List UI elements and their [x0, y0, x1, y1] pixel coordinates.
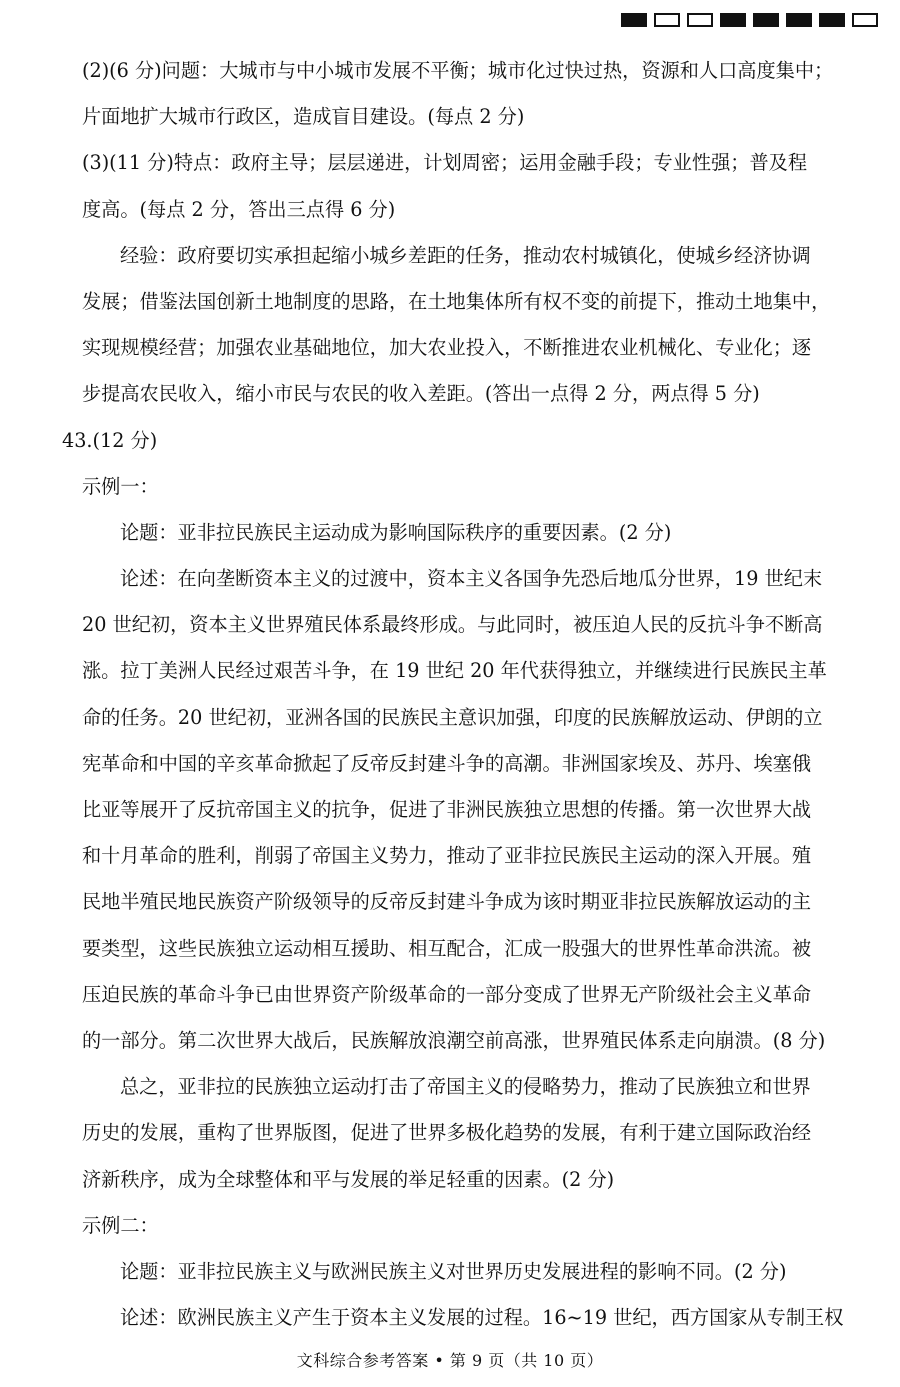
text-line: 论述：在向垄断资本主义的过渡中，资本主义各国争先恐后地瓜分世界，19 世纪末 [120, 567, 823, 591]
question-number: 43.(12 分) [62, 428, 158, 452]
text-line: 论题：亚非拉民族民主运动成为影响国际秩序的重要因素。(2 分) [120, 520, 672, 544]
filled-square-mark [753, 13, 779, 27]
filled-square-mark [786, 13, 812, 27]
text-line: 涨。拉丁美洲人民经过艰苦斗争，在 19 世纪 20 年代获得独立，并继续进行民族民主革 [82, 659, 827, 683]
empty-square-mark [852, 13, 878, 27]
text-line: 民地半殖民地民族资产阶级领导的反帝反封建斗争成为该时期亚非拉民族解放运动的主 [82, 890, 812, 914]
text-line: 度高。(每点 2 分，答出三点得 6 分) [82, 197, 396, 221]
empty-square-mark [687, 13, 713, 27]
text-line: (3)(11 分)特点：政府主导；层层递进，计划周密；运用金融手段；专业性强；普及程 [82, 151, 808, 175]
empty-square-mark [654, 13, 680, 27]
text-line: 论题：亚非拉民族主义与欧洲民族主义对世界历史发展进程的影响不同。(2 分) [120, 1259, 787, 1283]
text-line: 历史的发展，重构了世界版图，促进了世界多极化趋势的发展，有利于建立国际政治经 [82, 1121, 812, 1145]
text-line: 宪革命和中国的辛亥革命掀起了反帝反封建斗争的高潮。非洲国家埃及、苏丹、埃塞俄 [82, 751, 812, 775]
text-line: 示例一： [82, 474, 159, 498]
text-line: 20 世纪初，资本主义世界殖民体系最终形成。与此同时，被压迫人民的反抗斗争不断高 [82, 613, 823, 637]
text-line: 压迫民族的革命斗争已由世界资产阶级革命的一部分变成了世界无产阶级社会主义革命 [82, 982, 812, 1006]
text-line: 示例二： [82, 1213, 159, 1237]
page-footer: 文科综合参考答案 • 第 9 页（共 10 页） [296, 1351, 604, 1370]
text-line: 比亚等展开了反抗帝国主义的抗争，促进了非洲民族独立思想的传播。第一次世界大战 [82, 798, 812, 821]
filled-square-mark [621, 13, 647, 27]
filled-square-mark [720, 13, 746, 27]
text-line: 发展；借鉴法国创新土地制度的思路，在土地集体所有权不变的前提下，推动土地集中， [82, 289, 831, 313]
answer-body [62, 48, 882, 1341]
text-line: 要类型，这些民族独立运动相互援助、相互配合，汇成一股强大的世界性革命洪流。被 [82, 936, 812, 960]
text-line: 片面地扩大城市行政区，造成盲目建设。(每点 2 分) [82, 105, 525, 129]
text-line: 实现规模经营；加强农业基础地位，加大农业投入，不断推进农业机械化、专业化；逐 [82, 336, 812, 360]
header-marks [621, 13, 878, 27]
text-line: 论述：欧洲民族主义产生于资本主义发展的过程。16~19 世纪，西方国家从专制王权 [120, 1306, 844, 1330]
text-line: 济新秩序，成为全球整体和平与发展的举足轻重的因素。(2 分) [82, 1167, 615, 1191]
text-line: 命的任务。20 世纪初，亚洲各国的民族民主意识加强，印度的民族解放运动、伊朗的立 [82, 705, 823, 729]
text-line: 经验：政府要切实承担起缩小城乡差距的任务，推动农村城镇化，使城乡经济协调 [120, 243, 811, 267]
text-line: 和十月革命的胜利，削弱了帝国主义势力，推动了亚非拉民族民主运动的深入开展。殖 [82, 844, 812, 868]
text-line: (2)(6 分)问题：大城市与中小城市发展不平衡；城市化过快过热，资源和人口高度集中； [82, 59, 834, 82]
filled-square-mark [819, 13, 845, 27]
text-line: 总之，亚非拉的民族独立运动打击了帝国主义的侵略势力，推动了民族独立和世界 [120, 1075, 811, 1099]
text-line: 步提高农民收入，缩小市民与农民的收入差距。(答出一点得 2 分，两点得 5 分) [82, 382, 760, 406]
text-line: 的一部分。第二次世界大战后，民族解放浪潮空前高涨，世界殖民体系走向崩溃。(8 分) [82, 1028, 826, 1052]
